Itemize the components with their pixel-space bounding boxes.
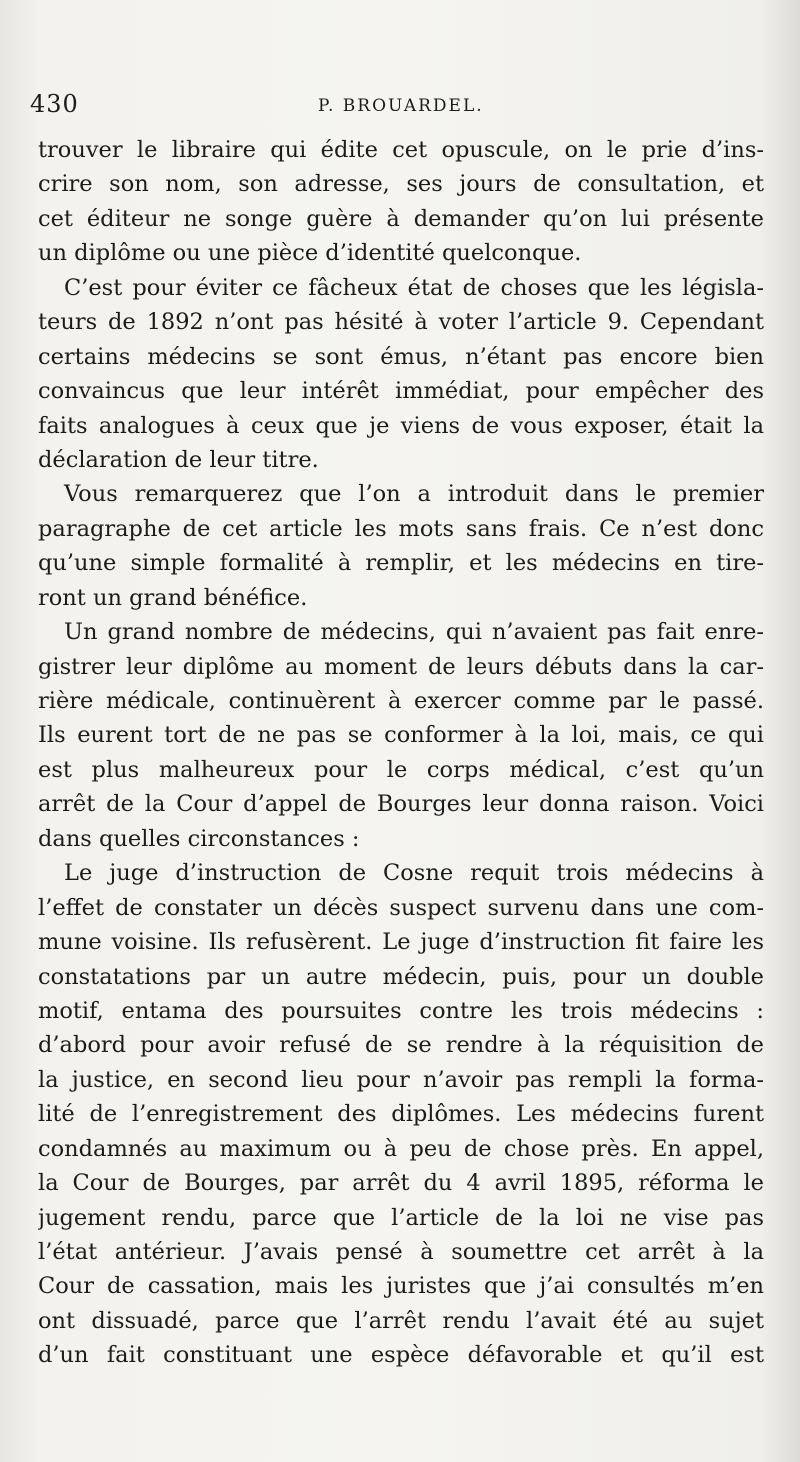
text-line: Un grand nombre de médecins, qui n’avaient pas fait enre- [64,619,764,646]
text-line: paragraphe de cet article les mots sans frais. Ce n’est donc [38,515,764,542]
text-line: rière médicale, continuèrent à exercer comme par le passé. [38,688,764,714]
text-line: convaincus que leur intérêt immédiat, pour empêcher des [38,378,764,405]
text-line: faits analogues à ceux que je viens de vous exposer, était la [38,412,764,439]
text-line: crire son nom, son adresse, ses jours de consultation, et [38,171,764,198]
text-line: Cour de cassation, mais les juristes que j’ai consultés m’en [38,1273,764,1300]
text-line: dans quelles circonstances : [38,825,360,852]
body-text [38,133,764,1373]
text-line: C’est pour éviter ce fâcheux état de choses que les législa- [64,274,764,301]
text-line: gistrer leur diplôme au moment de leurs débuts dans la car- [38,653,764,680]
text-line: jugement rendu, parce que l’article de la loi ne vise pas [38,1204,764,1231]
text-line: ont dissuadé, parce que l’arrêt rendu l’avait été au sujet [38,1307,764,1334]
text-line: un diplôme ou une pièce d’identité quelconque. [38,240,582,267]
text-line: ront un grand bénéfice. [38,584,308,611]
page-number: 430 [30,90,79,118]
running-head [30,90,770,124]
text-line: déclaration de leur titre. [38,446,319,473]
text-line: arrêt de la Cour d’appel de Bourges leur donna raison. Voici [38,791,764,818]
text-line: teurs de 1892 n’ont pas hésité à voter l’article 9. Cependant [38,309,764,336]
text-line: d’un fait constituant une espèce défavorable et qu’il est [38,1342,764,1369]
text-line: mune voisine. Ils refusèrent. Le juge d’instruction fit faire les [38,929,764,956]
text-line: condamnés au maximum ou à peu de chose près. En appel, [38,1135,764,1162]
text-line: la Cour de Bourges, par arrêt du 4 avril 1895, réforma le [38,1170,764,1197]
text-line: constatations par un autre médecin, puis, pour un double [38,963,764,990]
text-line: est plus malheureux pour le corps médical, c’est qu’un [38,756,764,783]
text-line: Le juge d’instruction de Cosne requit trois médecins à [64,860,764,887]
text-line: l’état antérieur. J’avais pensé à soumettre cet arrêt à la [38,1239,764,1265]
text-line: motif, entama des poursuites contre les trois médecins : [38,997,764,1024]
text-line: trouver le libraire qui édite cet opuscule, on le prie d’ins- [38,137,764,163]
text-line: Ils eurent tort de ne pas se conformer à la loi, mais, ce qui [38,722,764,749]
running-title: P. BROUARDEL. [318,96,484,116]
text-line: lité de l’enregistrement des diplômes. Les médecins furent [38,1101,764,1128]
text-line: Vous remarquerez que l’on a introduit dans le premier [64,481,764,508]
text-line: l’effet de constater un décès suspect survenu dans une com- [38,894,764,921]
text-line: cet éditeur ne songe guère à demander qu’on lui présente [38,205,764,232]
text-line: qu’une simple formalité à remplir, et les médecins en tire- [38,550,764,577]
text-line: la justice, en second lieu pour n’avoir pas rempli la forma- [38,1066,764,1093]
text-line: certains médecins se sont émus, n’étant pas encore bien [38,343,764,370]
text-line: d’abord pour avoir refusé de se rendre à la réquisition de [38,1032,764,1059]
